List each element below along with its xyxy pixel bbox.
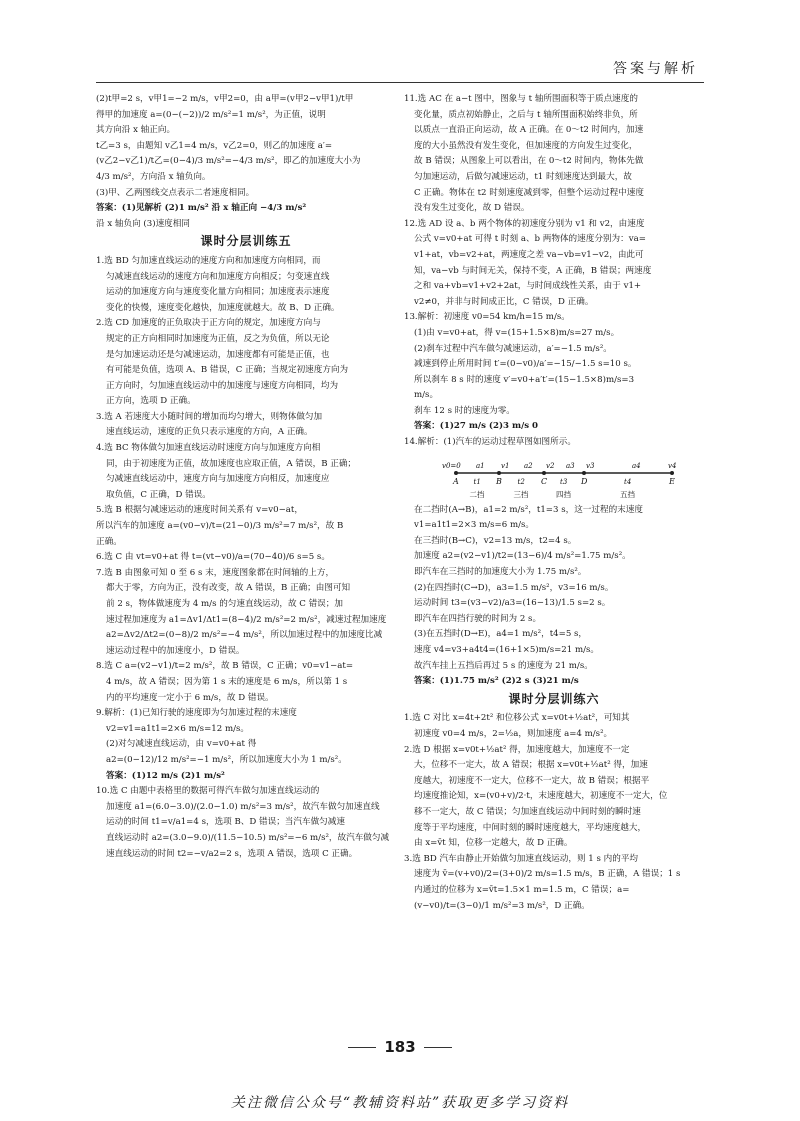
text-line: (2)刹车过程中汽车做匀减速运动，a′=−1.5 m/s²。 — [414, 343, 612, 354]
text-line: 有可能是负值，选项 A、B 错误，C 正确；当规定初速度方向为 — [106, 365, 349, 376]
text-line: 沿 x 轴负向 (3)速度相同 — [96, 218, 190, 229]
text-line: m/s。 — [414, 390, 439, 401]
text-line: 度越大，初速度不一定大，位移不一定大，故 B 错误；根据平 — [414, 775, 650, 786]
right-column-bottom — [404, 503, 704, 914]
time-label: t2 — [517, 477, 525, 486]
text-line: 匀减速直线运动中，速度方向与加速度方向相反，加速度应 — [106, 474, 330, 485]
page-number-dash-left — [348, 1047, 376, 1048]
text-line: 刹车 12 s 时的速度为零。 — [414, 405, 515, 416]
velocity-accel-label: v2 — [546, 461, 555, 470]
text-line: 变化的快慢，速度变化越快，加速度就越大。故 B、D 正确。 — [106, 302, 340, 313]
text-line: 答案：(1)27 m/s (2)3 m/s 0 — [414, 421, 539, 432]
velocity-accel-label: v0=0 — [442, 461, 461, 470]
gear-label: 三挡 — [513, 489, 529, 499]
text-line: 内的平均速度一定小于 6 m/s，故 D 错误。 — [106, 692, 274, 703]
text-line: 之和 va+vb=v1+v2+2at，与时间成线性关系，由于 v1+ — [414, 281, 642, 292]
text-line: 速直线运动的时间 t2=−v/a2=2 s，选项 A 错误，选项 C 正确。 — [106, 848, 358, 859]
text-line: 运动时间 t3=(v3−v2)/a3=(16−13)/1.5 s=2 s。 — [414, 598, 611, 609]
point-dot — [670, 471, 674, 475]
text-line: 13.解析：初速度 v0=54 km/h=15 m/s。 — [404, 312, 570, 323]
text-line: 正确。 — [96, 536, 122, 547]
text-line: 以质点一直沿正向运动，故 A 正确。在 0～t2 时间内，加速 — [414, 125, 644, 136]
velocity-accel-label: a3 — [566, 461, 575, 470]
text-line: 1.选 BD 匀加速直线运动的速度方向和加速度方向相同，而 — [96, 255, 321, 266]
text-line: 速运动过程中的加速度小，D 错误。 — [106, 645, 245, 656]
right-column — [404, 92, 704, 992]
text-line: 加速度 a1=(6.0−3.0)/(2.0−1.0) m/s²=3 m/s²，故汽车做匀加速直线 — [106, 801, 380, 812]
footer-note: 关注微信公众号“教辅资料站”获取更多学习资料 — [230, 1095, 570, 1111]
text-line: 初速度 v0=4 m/s，2=½a，则加速度 a=4 m/s²。 — [414, 728, 613, 739]
header-divider — [96, 82, 704, 83]
text-line: 速直线运动，速度的正负只表示速度的方向，A 正确。 — [106, 427, 313, 438]
text-line: 答案：(1)1.75 m/s² (2)2 s (3)21 m/s — [414, 676, 579, 687]
text-line: 7.选 B 由图象可知 0 至 6 s 末，速度图象都在时间轴的上方， — [96, 567, 335, 578]
text-line: (3)甲、乙两图线交点表示二者速度相同。 — [96, 187, 255, 198]
text-line: 度的大小虽然没有发生变化，但加速度的方向发生过变化， — [414, 140, 638, 151]
text-line: 1.选 C 对比 x=4t+2t² 和位移公式 x=v0t+½at²，可知其 — [404, 713, 630, 724]
text-line: 4/3 m/s²，方向沿 x 轴负向。 — [96, 171, 211, 182]
text-line: 11.选 AC 在 a−t 图中，图象与 t 轴所围面积等于质点速度的 — [404, 94, 638, 104]
text-line: 9.解析：(1)已知行驶的速度即为匀加速过程的末速度 — [96, 708, 297, 719]
text-line: 是匀加速运动还是匀减速运动，加速度都有可能是正值，也 — [106, 349, 330, 360]
text-line: 故汽车挂上五挡后再过 5 s 的速度为 21 m/s。 — [414, 660, 593, 671]
text-line: 均速度推论知，x=(v0+v)/2·t，末速度越大，初速度不一定大，位 — [414, 791, 668, 802]
velocity-accel-label: v3 — [586, 461, 595, 470]
time-label: t3 — [560, 477, 568, 486]
text-line: 变化量，质点初始静止，之后与 t 轴所围面积始终非负，所 — [414, 109, 638, 120]
text-line: 14.解析：(1)汽车的运动过程草图如图所示。 — [404, 437, 576, 448]
text-line: t乙=3 s，由题知 v乙1=4 m/s，v乙2=0，则乙的加速度 a′= — [96, 140, 333, 151]
text-line: 即汽车在四挡行驶的时间为 2 s。 — [414, 613, 542, 624]
text-line: 4 m/s，故 A 错误；因为第 1 s 末的速度是 6 m/s，所以第 1 s — [106, 676, 348, 687]
text-line: 答案：(1)见解析 (2)1 m/s² 沿 x 轴正向 −4/3 m/s² — [96, 203, 307, 214]
text-line: 2.选 CD 加速度的正负取决于正方向的规定，加速度方向与 — [96, 318, 321, 329]
text-line: 3.选 BD 汽车由静止开始做匀加速直线运动，则 1 s 内的平均 — [404, 853, 639, 864]
point-dot — [454, 471, 458, 475]
text-line: 减速到停止所用时间 t′=(0−v0)/a′=−15/−1.5 s=10 s。 — [414, 359, 637, 370]
text-line: 加速度 a2=(v2−v1)/t2=(13−6)/4 m/s²=1.75 m/s²。 — [414, 551, 631, 562]
point-label: C — [541, 476, 548, 486]
text-line: 10.选 C 由题中表格里的数据可得汽车做匀加速直线运动的 — [96, 786, 320, 797]
text-line: 没有发生过变化，故 D 错误。 — [414, 203, 530, 214]
text-line: 所以刹车 8 s 时的速度 v′=v0+a′t′=(15−1.5×8)m/s=3 — [414, 374, 635, 385]
text-line: v2≠0，并非与时间成正比，C 错误，D 正确。 — [414, 296, 594, 307]
text-line: 答案：(1)12 m/s (2)1 m/s² — [106, 770, 225, 781]
text-line: 前 2 s，物体做速度为 4 m/s 的匀速直线运动，故 C 错误；加 — [106, 599, 343, 609]
gear-label: 二挡 — [469, 489, 485, 499]
text-line: v1+at，vb=v2+at，两速度之差 va−vb=v1−v2，由此可 — [414, 249, 644, 260]
text-line: 都大于零，方向为正，没有改变，故 A 错误，B 正确；由图可知 — [106, 583, 351, 594]
point-label: E — [669, 476, 675, 486]
text-line: 速度 v4=v3+a4t4=(16+1×5)m/s=21 m/s。 — [414, 645, 600, 655]
text-line: (2)在四挡时(C→D)，a3=1.5 m/s²，v3=16 m/s。 — [414, 582, 614, 593]
text-line: (3)在五挡时(D→E)，a4=1 m/s²，t4=5 s， — [414, 629, 588, 640]
left-column — [96, 92, 396, 1027]
text-line: 12.选 AD 设 a、b 两个物体的初速度分别为 v1 和 v2，由速度 — [404, 218, 645, 229]
gear-label: 四挡 — [556, 489, 571, 499]
section-heading: 课时分层训练五 — [200, 234, 292, 249]
text-line: 速过程加速度为 a1=Δv1/Δt1=(8−4)/2 m/s²=2 m/s²，减速过程加速度 — [106, 614, 387, 625]
text-line: 直线运动时 a2=(3.0−9.0)/(11.5−10.5) m/s²=−6 m/s²，故汽车做匀减 — [106, 832, 390, 843]
point-dot — [542, 471, 546, 475]
text-line: 大，位移不一定大，故 A 错误；根据 x=v0t+½at² 得，加速 — [414, 760, 648, 771]
text-line: 8.选 C a=(v2−v1)/t=2 m/s²，故 B 错误，C 正确；v0=v1−at= — [96, 661, 354, 672]
gear-label: 五挡 — [620, 489, 635, 499]
time-label: t1 — [473, 477, 481, 486]
time-label: t4 — [624, 477, 632, 486]
text-line: 知，va−vb 与时间无关，保持不变，A 正确，B 错误；两速度 — [414, 265, 652, 276]
text-line: 3.选 A 若速度大小随时间的增加而均匀增大，则物体做匀加 — [96, 411, 323, 422]
text-line: 取负值，C 正确，D 错误。 — [106, 489, 211, 500]
text-line: (2)对匀减速直线运动，由 v=v0+at 得 — [106, 739, 257, 750]
text-line: 内通过的位移为 x=v̄t=1.5×1 m=1.5 m，C 错误；a= — [414, 884, 630, 895]
point-label: A — [453, 476, 459, 486]
text-line: 正方向时，匀加速直线运动中的加速度与速度方向相同，均为 — [106, 380, 339, 391]
text-line: 在三挡时(B→C)，v2=13 m/s，t2=4 s。 — [414, 535, 577, 546]
motion-diagram-svg — [404, 453, 704, 499]
point-label: B — [496, 476, 502, 486]
text-line: 度等于平均速度，中间时刻的瞬时速度越大，平均速度越大， — [414, 822, 647, 833]
right-column-top — [404, 92, 704, 451]
text-line: 速度为 v̄=(v+v0)/2=(3+0)/2 m/s=1.5 m/s，B 正确，A 错误；1 s — [414, 869, 681, 880]
text-line: 规定的正方向相同时加速度为正值，反之为负值，所以无论 — [106, 333, 330, 344]
page-number-dash-right — [424, 1047, 452, 1048]
velocity-accel-label: a2 — [524, 461, 533, 470]
text-line: 故 B 错误；从图象上可以看出，在 0～t2 时间内，物体先做 — [414, 156, 644, 167]
text-line: a2=(0−12)/12 m/s²=−1 m/s²，所以加速度大小为 1 m/s²。 — [106, 754, 347, 765]
velocity-accel-label: a1 — [476, 461, 485, 470]
text-line: 公式 v=v0+at 可得 t 时刻 a、b 两物体的速度分别为：va= — [414, 234, 646, 245]
point-dot — [497, 471, 501, 475]
header-title: 答案与解析 — [613, 61, 698, 77]
velocity-accel-label: v4 — [668, 461, 677, 470]
text-line: 6.选 C 由 vt=v0+at 得 t=(vt−v0)/a=(70−40)/6 s=5 s。 — [96, 552, 330, 563]
text-line: C 正确。物体在 t2 时刻速度减到零，但整个运动过程中速度 — [414, 187, 644, 198]
text-line: 匀加速运动，后做匀减速运动，t1 时刻速度达到最大，故 — [414, 171, 632, 182]
velocity-accel-label: v1 — [501, 461, 510, 470]
text-line: 5.选 B 根据匀减速运动的速度时间关系有 v=v0−at， — [96, 505, 303, 516]
page-number: 183 — [384, 1038, 416, 1056]
text-line: 正方向，选项 D 正确。 — [106, 396, 196, 407]
velocity-accel-label: a4 — [632, 461, 641, 470]
text-line: (v乙2−v乙1)/t乙=(0−4)/3 m/s²=−4/3 m/s²，即乙的加速度大小为 — [96, 156, 361, 167]
text-line: 2.选 D 根据 x=v0t+½at² 得，加速度越大，加速度不一定 — [404, 744, 630, 755]
text-line: 同，由于初速度为正值，故加速度也应取正值，A 错误，B 正确； — [106, 458, 357, 469]
text-line: a2=Δv2/Δt2=(0−8)/2 m/s²=−4 m/s²，所以加速过程中的加速度比减 — [106, 630, 383, 641]
text-line: 得甲的加速度 a=(0−(−2))/2 m/s²=1 m/s²，为正值，说明 — [96, 109, 326, 120]
text-line: 4.选 BC 物体做匀加速直线运动时速度方向与加速度方向相 — [96, 443, 321, 454]
motion-diagram — [404, 453, 704, 499]
text-line: v1=a1t1=2×3 m/s=6 m/s。 — [414, 520, 535, 531]
text-line: (1)由 v=v0+at，得 v=(15+1.5×8)m/s=27 m/s。 — [414, 327, 620, 338]
text-line: v2=v1=a1t1=2×6 m/s=12 m/s。 — [106, 723, 249, 734]
text-line: (2)t甲=2 s，v甲1=−2 m/s，v甲2=0，由 a甲=(v甲2−v甲1)/t甲 — [96, 94, 354, 104]
point-label: D — [581, 476, 588, 486]
text-line: 在二挡时(A→B)，a1=2 m/s²，t1=3 s，这一过程的末速度 — [414, 504, 643, 515]
text-line: 即汽车在三挡时的加速度大小为 1.75 m/s²。 — [414, 567, 587, 578]
section-heading: 课时分层训练六 — [508, 691, 600, 706]
text-line: 所以汽车的加速度 a=(v0−v)/t=(21−0)/3 m/s²=7 m/s²，故 B — [96, 521, 344, 532]
text-line: 运动的加速度方向与速度变化量方向相同；加速度表示速度 — [106, 287, 330, 298]
text-line: (v−v0)/t=(3−0)/1 m/s²=3 m/s²，D 正确。 — [414, 900, 590, 911]
page-number-bar — [0, 1038, 800, 1056]
text-line: 其方向沿 x 轴正向。 — [96, 125, 176, 136]
text-line: 匀减速直线运动的速度方向和加速度方向相反；匀变速直线 — [106, 271, 330, 282]
text-line: 运动的时间 t1=v/a1=4 s，选项 B、D 错误；当汽车做匀减速 — [106, 817, 345, 828]
point-dot — [582, 471, 586, 475]
text-line: 由 x=v̄t 知，位移一定越大，故 D 正确。 — [414, 838, 573, 849]
text-line: 移不一定大，故 C 错误；匀加速直线运动中间时刻的瞬时速 — [414, 806, 641, 817]
